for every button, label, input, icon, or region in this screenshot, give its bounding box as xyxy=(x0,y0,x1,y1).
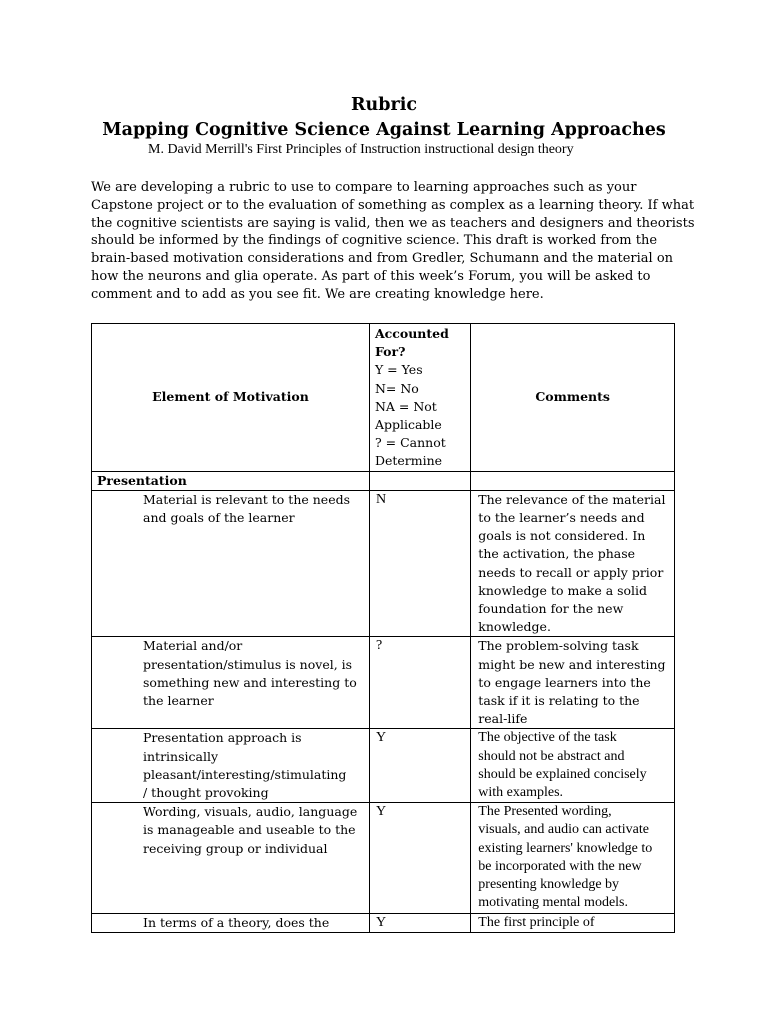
comment-line: the activation, the phase xyxy=(478,546,636,562)
intro-line: how the neurons and glia operate. As part of this week’s Forum, you will be asked to xyxy=(91,268,651,284)
element-line: Material and/or xyxy=(143,638,243,654)
element-cell xyxy=(92,913,370,932)
comment-line: motivating mental models. xyxy=(478,895,628,911)
comment-line: to engage learners into the xyxy=(478,674,651,690)
header-accounted-for xyxy=(369,324,470,472)
element-line: presentation/stimulus is novel, is xyxy=(143,656,353,672)
header-element-of-motivation: Element of Motivation xyxy=(92,324,370,472)
page-title: Rubric xyxy=(350,95,418,115)
comment-line: visuals, and audio can activate xyxy=(478,822,649,838)
element-line: / thought provoking xyxy=(143,785,269,801)
comment-line: The problem-solving task xyxy=(478,638,639,654)
comment-line: goals is not considered. In xyxy=(478,528,646,544)
comment-cell xyxy=(471,729,675,803)
comment-cell xyxy=(471,913,675,932)
table-header-row xyxy=(92,324,675,472)
comment-line: should not be abstract and xyxy=(478,748,625,764)
comment-line: presenting knowledge by xyxy=(478,877,620,893)
legend-line: N= No xyxy=(374,380,419,396)
comment-cell xyxy=(471,490,675,637)
answer-cell: N xyxy=(369,490,470,637)
comment-line: should be explained concisely xyxy=(478,766,647,782)
comment-line: knowledge. xyxy=(478,619,551,635)
element-line: receiving group or individual xyxy=(143,840,328,856)
section-row xyxy=(92,471,675,490)
legend-line: Applicable xyxy=(374,417,442,433)
answer-cell: ? xyxy=(369,637,470,729)
comment-line: needs to recall or apply prior xyxy=(478,564,664,580)
element-line: and goals of the learner xyxy=(143,510,295,526)
header-comments: Comments xyxy=(471,324,675,472)
element-line: is manageable and useable to the xyxy=(143,822,356,838)
comment-cell xyxy=(471,803,675,913)
table-row xyxy=(92,490,675,637)
intro-line: We are developing a rubric to use to compare to learning approaches such as your xyxy=(91,180,637,195)
comment-line: The relevance of the material xyxy=(478,491,666,507)
comment-line: might be new and interesting xyxy=(478,656,666,672)
element-cell xyxy=(92,803,370,913)
element-line: Wording, visuals, audio, language xyxy=(143,804,358,820)
comment-cell xyxy=(471,637,675,729)
element-line: the learner xyxy=(143,693,214,709)
legend-line: ? = Cannot xyxy=(374,435,446,451)
comment-line: be incorporated with the new xyxy=(478,858,642,874)
intro-line: Capstone project or to the evaluation of something as complex as a learning theory. If what xyxy=(91,197,695,213)
legend-line: NA = Not xyxy=(374,398,437,414)
section-label: Presentation xyxy=(92,471,370,490)
accounted-title: For? xyxy=(374,344,406,360)
comment-line: knowledge to make a solid xyxy=(478,582,648,598)
table-row xyxy=(92,729,675,803)
comment-line: to the learner’s needs and xyxy=(478,510,645,526)
page-subtitle: Mapping Cognitive Science Against Learning Approaches xyxy=(102,120,666,140)
intro-line: brain-based motivation considerations and from Gredler, Schumann and the material on xyxy=(91,251,674,267)
section-empty-cell xyxy=(471,471,675,490)
element-line: Material is relevant to the needs xyxy=(143,491,351,507)
comment-line: with examples. xyxy=(478,785,564,801)
rubric-table xyxy=(91,323,675,933)
element-line: intrinsically xyxy=(143,748,219,764)
table-row xyxy=(92,913,675,932)
comment-line: existing learners' knowledge to xyxy=(478,840,653,856)
element-line: Presentation approach is xyxy=(143,730,302,746)
intro-paragraph xyxy=(91,179,695,304)
element-line: something new and interesting to xyxy=(143,674,357,690)
comment-line: The objective of the task xyxy=(478,730,617,746)
legend-line: Determine xyxy=(374,453,443,469)
answer-cell: Y xyxy=(369,913,470,932)
element-cell xyxy=(92,729,370,803)
comment-line: The first principle of xyxy=(478,914,595,930)
comment-line: real-life xyxy=(478,711,528,727)
element-cell xyxy=(92,637,370,729)
comment-line: task if it is relating to the xyxy=(478,693,640,709)
section-empty-cell xyxy=(369,471,470,490)
element-line: pleasant/interesting/stimulating xyxy=(143,766,347,782)
element-line: In terms of a theory, does the xyxy=(143,914,330,930)
table-row xyxy=(92,637,675,729)
comment-line: foundation for the new xyxy=(478,601,624,617)
table-row xyxy=(92,803,675,913)
intro-line: should be informed by the findings of cognitive science. This draft is worked from the xyxy=(91,233,658,249)
comment-line: The Presented wording, xyxy=(478,804,612,820)
element-cell xyxy=(92,490,370,637)
intro-line: comment and to add as you see fit. We are creating knowledge here. xyxy=(91,286,544,302)
answer-cell: Y xyxy=(369,729,470,803)
answer-cell: Y xyxy=(369,803,470,913)
theory-line: M. David Merrill's First Principles of Instruction instructional design theory xyxy=(148,142,574,157)
legend-line: Y = Yes xyxy=(374,362,423,378)
intro-line: the cognitive scientists are saying is valid, then we as teachers and designers and theorists xyxy=(91,215,695,231)
accounted-title: Accounted xyxy=(374,326,449,341)
